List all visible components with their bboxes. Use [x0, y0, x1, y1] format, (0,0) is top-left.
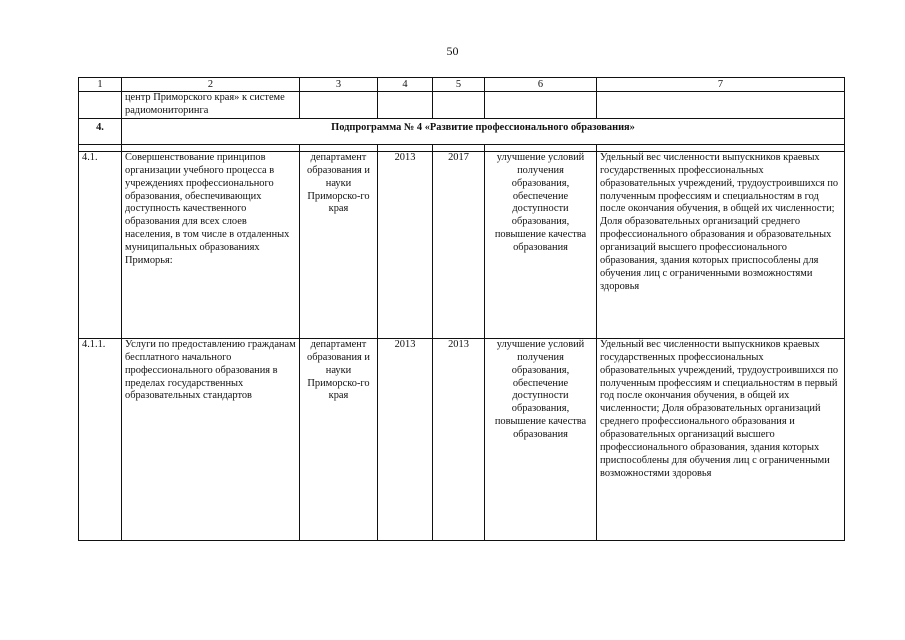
end-year: 2017 [433, 151, 485, 338]
start-year: 2013 [378, 151, 433, 338]
program-table [78, 77, 845, 541]
column-number: 3 [300, 78, 378, 92]
cell-empty [433, 92, 485, 119]
indicators: Удельный вес численности выпускников краевых государственных профессиональных образовательных учреждений, трудоустроившихся по полученным профессиям и специальностям в год после окончания обучения, в общей их численности; Доля образовательных организаций среднего профессионального образования и образовательных организаций высшего профессионального образования, здания которых приспособлены для обучения лиц с ограниченными возможностями здоровья [597, 151, 845, 338]
expected-result: улучшение условий получения образования, обеспечение доступности образования, повышение качества образования [485, 151, 597, 338]
column-number-row [79, 78, 845, 92]
row-number: 4.1.1. [79, 338, 122, 540]
column-number: 7 [597, 78, 845, 92]
continuation-row [79, 92, 845, 119]
expected-result: улучшение условий получения образования, обеспечение доступности образования, повышение качества образования [485, 338, 597, 540]
executor: департамент образования и науки Приморско-го края [300, 338, 378, 540]
spacer-row [79, 144, 845, 151]
row-number: 4.1. [79, 151, 122, 338]
subprogram-number: 4. [79, 118, 122, 144]
column-number: 6 [485, 78, 597, 92]
cell-empty [79, 92, 122, 119]
table-row [79, 338, 845, 540]
measure-name: Услуги по предоставлению гражданам бесплатного начального профессионального образования в пределах государственных образовательных стандартов [122, 338, 300, 540]
page-number: 50 [446, 44, 459, 58]
column-number: 4 [378, 78, 433, 92]
cell-empty [378, 92, 433, 119]
start-year: 2013 [378, 338, 433, 540]
cell-empty [300, 92, 378, 119]
column-number: 5 [433, 78, 485, 92]
column-number: 1 [79, 78, 122, 92]
executor: департамент образования и науки Приморско-го края [300, 151, 378, 338]
cell-empty [485, 92, 597, 119]
subprogram-row [79, 118, 845, 144]
column-number: 2 [122, 78, 300, 92]
measure-name: Совершенствование принципов организации учебного процесса в учреждениях профессионального образования, обеспечивающих доступность качественного образования для всех слоев населения, в том числе в отдаленных муниципальных образованиях Приморья: [122, 151, 300, 338]
cell-empty [597, 92, 845, 119]
subprogram-title: Подпрограмма № 4 «Развитие профессионального образования» [122, 118, 845, 144]
continuation-text: центр Приморского края» к системе радиомониторинга [122, 92, 300, 119]
table-row [79, 151, 845, 338]
indicators: Удельный вес численности выпускников краевых государственных профессиональных образовательных учреждений, трудоустроившихся по полученным профессиям и специальностям в первый год после окончания обучения, в общей их численности; Доля образовательных организаций среднего профессионального образования и образовательных организаций высшего профессионального образования, здания которых приспособлены для обучения лиц с ограниченными возможностями здоровья [597, 338, 845, 540]
end-year: 2013 [433, 338, 485, 540]
